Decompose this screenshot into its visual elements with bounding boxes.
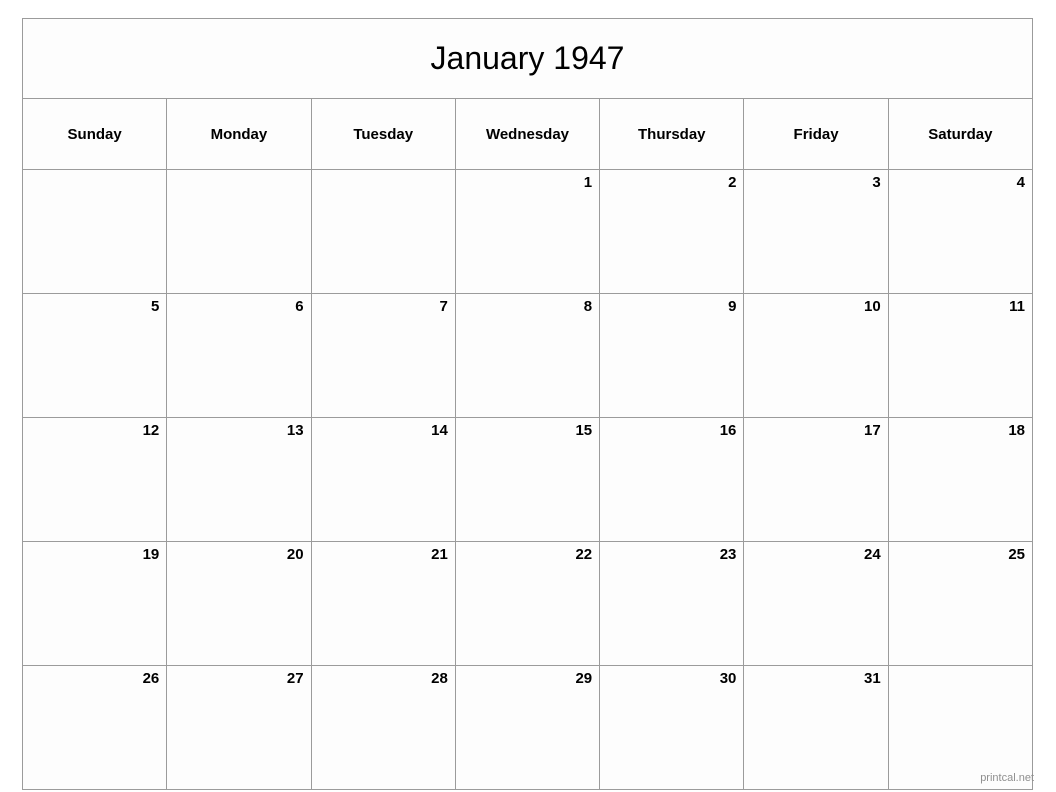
day-cell: 20 [167,542,311,666]
day-cell: 24 [744,542,888,666]
day-cell: 8 [455,294,599,418]
day-cell: 15 [455,418,599,542]
day-cell: 5 [23,294,167,418]
weekday-header-row [23,99,1033,170]
week-row [23,418,1033,542]
day-cell [311,170,455,294]
day-cell: 6 [167,294,311,418]
weekday-header-monday: Monday [167,99,311,170]
day-cell: 14 [311,418,455,542]
weekday-header-saturday: Saturday [888,99,1032,170]
day-cell: 13 [167,418,311,542]
day-cell: 26 [23,666,167,790]
weekday-header-sunday: Sunday [23,99,167,170]
week-row [23,294,1033,418]
day-cell: 1 [455,170,599,294]
title-row [23,19,1033,99]
day-cell: 2 [600,170,744,294]
day-cell: 25 [888,542,1032,666]
day-cell: 23 [600,542,744,666]
day-cell: 29 [455,666,599,790]
day-cell: 10 [744,294,888,418]
week-row [23,170,1033,294]
day-cell: 30 [600,666,744,790]
day-cell: 19 [23,542,167,666]
day-cell: 11 [888,294,1032,418]
day-cell [888,666,1032,790]
day-cell: 18 [888,418,1032,542]
weekday-header-tuesday: Tuesday [311,99,455,170]
day-cell: 9 [600,294,744,418]
weekday-header-friday: Friday [744,99,888,170]
day-cell: 28 [311,666,455,790]
week-row [23,666,1033,790]
day-cell: 17 [744,418,888,542]
day-cell: 3 [744,170,888,294]
week-row [23,542,1033,666]
day-cell: 22 [455,542,599,666]
day-cell: 12 [23,418,167,542]
calendar-table [22,18,1033,790]
day-cell: 4 [888,170,1032,294]
day-cell: 21 [311,542,455,666]
day-cell: 7 [311,294,455,418]
day-cell: 31 [744,666,888,790]
day-cell: 27 [167,666,311,790]
day-cell [23,170,167,294]
day-cell [167,170,311,294]
weekday-header-wednesday: Wednesday [455,99,599,170]
weekday-header-thursday: Thursday [600,99,744,170]
footer-site-label: printcal.net [980,772,1034,784]
calendar-title: January 1947 [23,19,1033,99]
day-cell: 16 [600,418,744,542]
